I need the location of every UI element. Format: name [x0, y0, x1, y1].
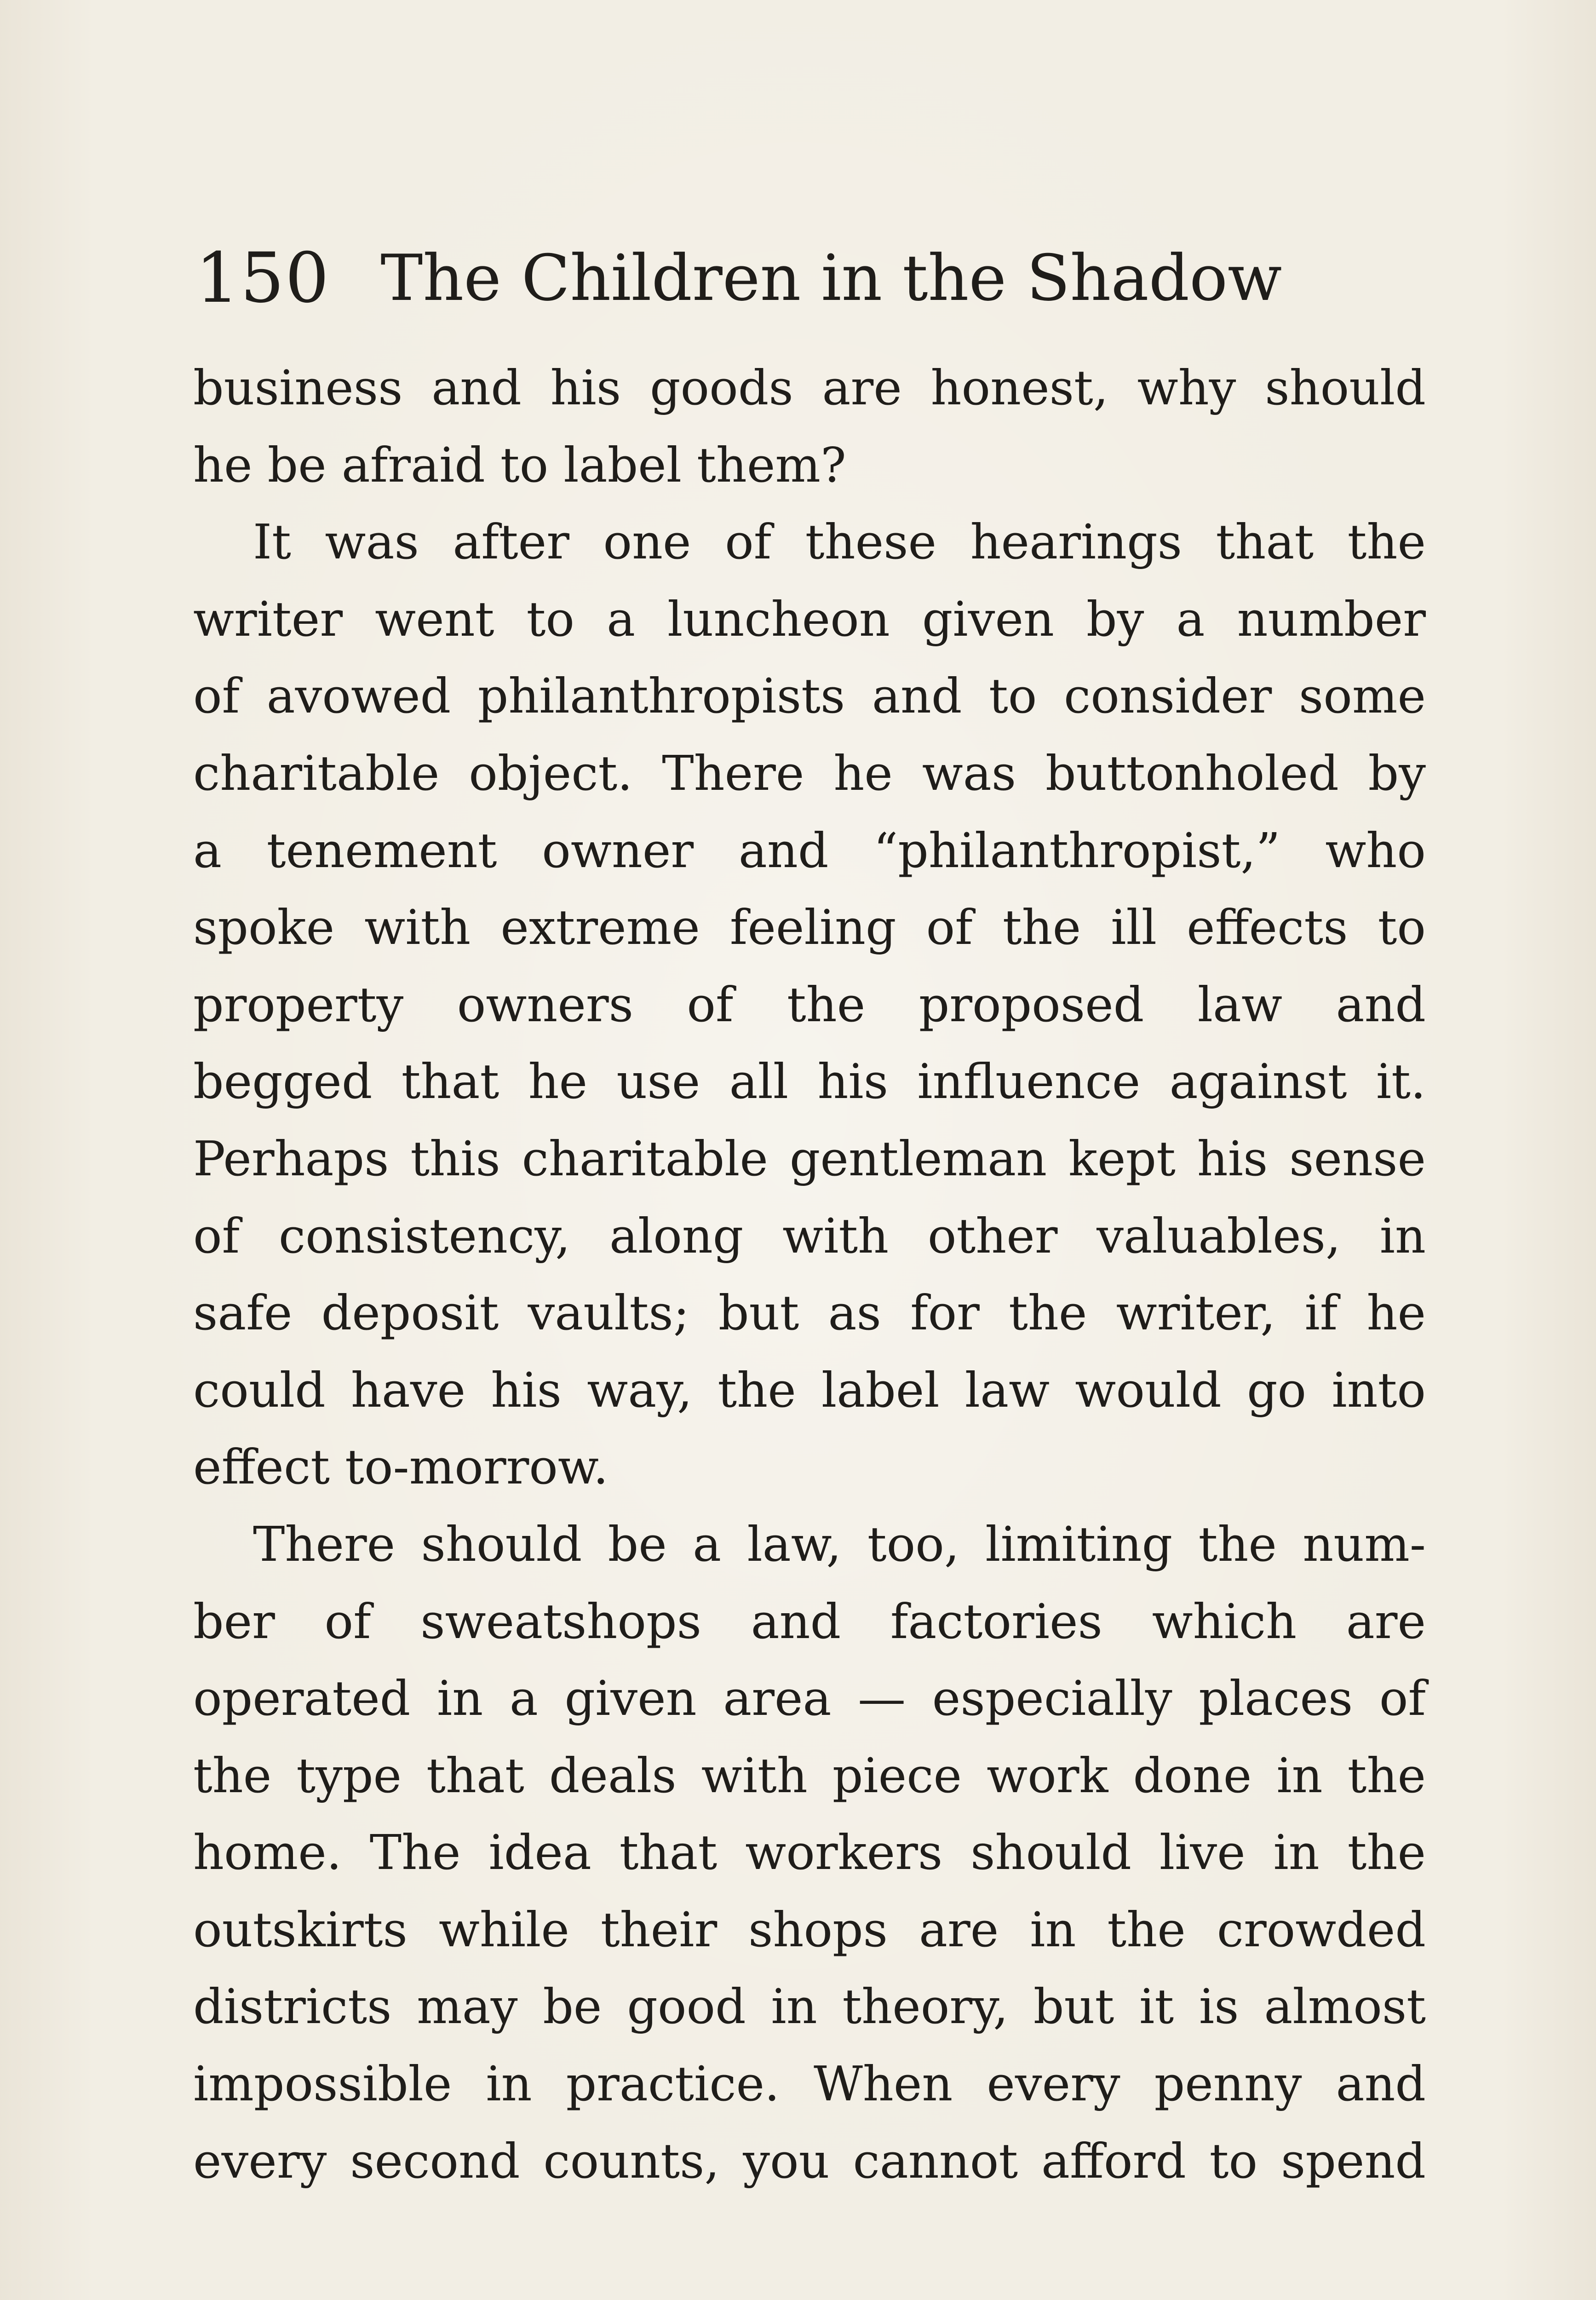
- text-line: spoke with extreme feeling of the ill effects to: [193, 899, 1426, 956]
- text-line: charitable object. There he was buttonholed by: [193, 745, 1426, 801]
- text-line: could have his way, the label law would go into: [193, 1362, 1426, 1418]
- text-line: of avowed philanthropists and to consider some: [193, 668, 1426, 724]
- text-line: ber of sweatshops and factories which are: [193, 1593, 1426, 1650]
- text-line: a tenement owner and “philanthropist,” who: [193, 822, 1426, 879]
- running-title: The Children in the Shadow: [380, 241, 1282, 315]
- text-line: home. The idea that workers should live in the: [193, 1824, 1426, 1881]
- text-line: There should be a law, too, limiting the num-: [253, 1516, 1426, 1572]
- text-line: of consistency, along with other valuables, in: [193, 1208, 1426, 1264]
- text-line: safe deposit vaults; but as for the writer, if he: [193, 1285, 1426, 1341]
- text-line: business and his goods are honest, why should: [193, 360, 1426, 416]
- text-line: impossible in practice. When every penny and: [193, 2056, 1426, 2112]
- page-header: [195, 232, 1437, 324]
- text-line: operated in a given area — especially places of: [193, 1670, 1426, 1727]
- text-line: every second counts, you cannot afford to spend: [193, 2133, 1426, 2189]
- text-line: he be afraid to label them?: [193, 437, 846, 493]
- page-number: 150: [195, 238, 330, 318]
- body-text: [193, 350, 1426, 2200]
- text-line: effect to-morrow.: [193, 1439, 609, 1495]
- text-line: writer went to a luncheon given by a number: [193, 591, 1426, 647]
- text-line: the type that deals with piece work done in the: [193, 1747, 1426, 1804]
- text-line: outskirts while their shops are in the crowded: [193, 1901, 1426, 1958]
- text-line: Perhaps this charitable gentleman kept his sense: [193, 1130, 1426, 1187]
- text-line: property owners of the proposed law and: [193, 976, 1426, 1033]
- text-line: districts may be good in theory, but it is almost: [193, 1978, 1426, 2035]
- text-line: It was after one of these hearings that the: [253, 514, 1426, 570]
- text-line: begged that he use all his influence against it.: [193, 1053, 1426, 1110]
